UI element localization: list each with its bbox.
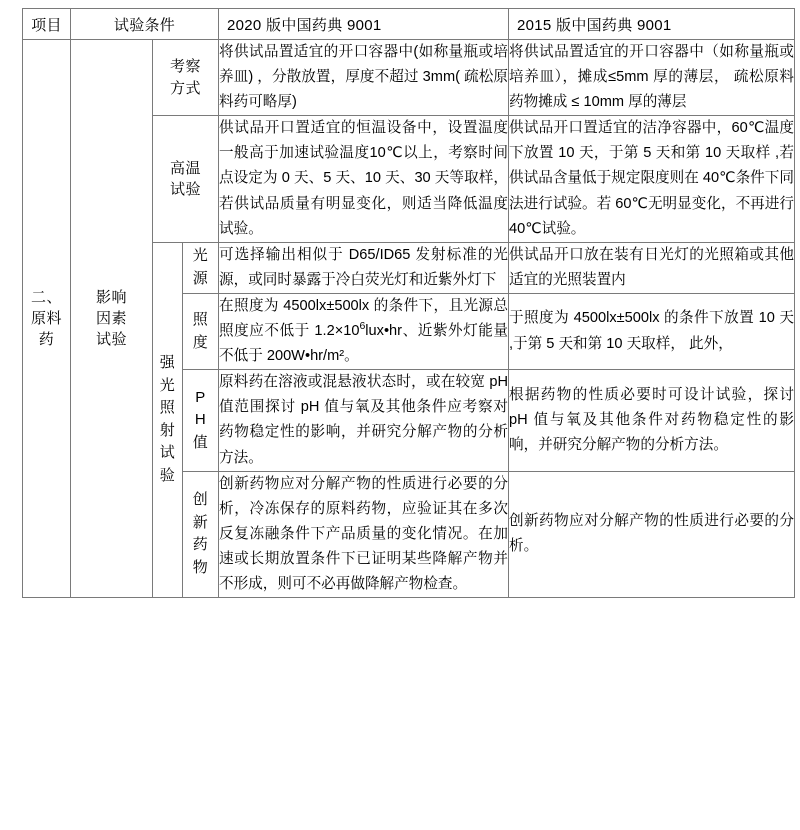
light-test-char-0: 强 [159, 354, 176, 372]
header-cell-condition: 试验条件 [71, 9, 219, 40]
row-label-high-temperature [153, 116, 219, 242]
row-label-line2: 试验 [169, 181, 201, 199]
cell-2020-light-source: 可选择输出相似于 D65/ID65 发射标准的光源，或同时暴露于冷白荧光灯和近紫外灯下 [219, 242, 509, 293]
section-label-cell [23, 40, 71, 598]
row-label-char-0: 照 [192, 311, 209, 329]
cell-2015-inspection-method: 将供试品置适宜的开口容器中（如称量瓶或培养皿），摊成≤5mm 厚的薄层， 疏松原料药物摊成 ≤ 10mm 厚的薄层 [509, 40, 795, 116]
group-label-line2: 因素 [95, 309, 127, 327]
cell-2015-illuminance: 于照度为 4500lx±500lx 的条件下放置 10 天 ,于第 5 天和第 10 天取样， 此外， [509, 293, 795, 369]
row-label-char-1: 新 [192, 513, 209, 531]
row-label-line1: 考察 [169, 58, 201, 76]
cell-2020-ph-value: 原料药在溶液或混悬液状态时，或在较宽 pH 值范围探讨 pH 值与氧及其他条件应考察对药物稳定性的影响，并研究分解产物的分析方法。 [219, 370, 509, 471]
row-label-ph-value [183, 370, 219, 471]
row-label-light-source [183, 242, 219, 293]
header-cell-2015: 2015 版中国药典 9001 [509, 9, 795, 40]
light-test-char-3: 射 [159, 421, 176, 439]
table-header-row [23, 9, 795, 40]
row-label-innovative-drug [183, 471, 219, 597]
row-label-char-3: 物 [192, 558, 209, 576]
light-test-char-1: 光 [159, 376, 176, 394]
group-label-line3: 试验 [95, 331, 127, 349]
light-test-char-5: 验 [159, 466, 176, 484]
group-label-line1: 影响 [95, 288, 127, 306]
group-label-cell [71, 40, 153, 598]
row-label-char-0: 光 [192, 247, 209, 265]
row-label-illuminance [183, 293, 219, 369]
cell-2020-illuminance: 在照度为 4500lx±500lx 的条件下，且光源总照度应不低于 $1.2\times 10^6lux•hr$、近紫外灯能量不低于 200W•hr/m²。 [219, 293, 509, 369]
row-label-char-2: 值 [192, 433, 209, 451]
light-test-label-cell [153, 242, 183, 597]
row-label-char-0: P [195, 388, 206, 406]
light-test-char-4: 试 [159, 444, 176, 462]
cell-2015-light-source: 供试品开口放在装有日光灯的光照箱或其他适宜的光照装置内 [509, 242, 795, 293]
cell-2020-innovative-drug: 创新药物应对分解产物的性质进行必要的分析，冷冻保存的原料药物，应验证其在多次反复冻融条件下产品质量的变化情况。在加速或长期放置条件下已证明某些降解产物并不形成，则可不必再做降解产物检查。 [219, 471, 509, 597]
cell-2020-inspection-method: 将供试品置适宜的开口容器中(如称量瓶或培养皿) ，分散放置，厚度不超过 3mm( 疏松原料药可略厚) [219, 40, 509, 116]
row-label-line2: 方式 [169, 79, 201, 97]
section-label-line2: 原料 [30, 309, 62, 327]
row-label-char-1: 度 [192, 333, 209, 351]
section-label-line3: 药 [38, 331, 55, 349]
row-label-char-0: 创 [192, 491, 209, 509]
light-test-char-2: 照 [159, 399, 176, 417]
header-cell-item: 项目 [23, 9, 71, 40]
row-label-char-1: 源 [192, 269, 209, 287]
pharmacopoeia-comparison-table [22, 8, 795, 598]
row-label-char-2: 药 [192, 536, 209, 554]
cell-2015-innovative-drug: 创新药物应对分解产物的性质进行必要的分析。 [509, 471, 795, 597]
row-label-line1: 高温 [169, 159, 201, 177]
section-label-line1: 二、 [30, 288, 62, 306]
header-cell-2020: 2020 版中国药典 9001 [219, 9, 509, 40]
cell-2020-high-temperature: 供试品开口置适宜的恒温设备中，设置温度一般高于加速试验温度10℃以上，考察时间点设定为 0 天、5 天、10 天、30 天等取样，若供试品质量有明显变化，则适当降低温度试验。 [219, 116, 509, 242]
cell-2015-high-temperature: 供试品开口置适宜的洁净容器中，60℃温度下放置 10 天，于第 5 天和第 10 天取样 ,若供试品含量低于规定限度则在 40℃条件下同法进行试验。若 60℃无明显变化，不再进行 40℃试验。 [509, 116, 795, 242]
row-label-char-1: H [194, 411, 207, 429]
cell-2015-ph-value: 根据药物的性质必要时可设计试验，探讨 pH 值与氧及其他条件对药物稳定性的影响，并研究分解产物的分析方法。 [509, 370, 795, 471]
table-row-inspection-method [23, 40, 795, 116]
row-label-inspection-method [153, 40, 219, 116]
